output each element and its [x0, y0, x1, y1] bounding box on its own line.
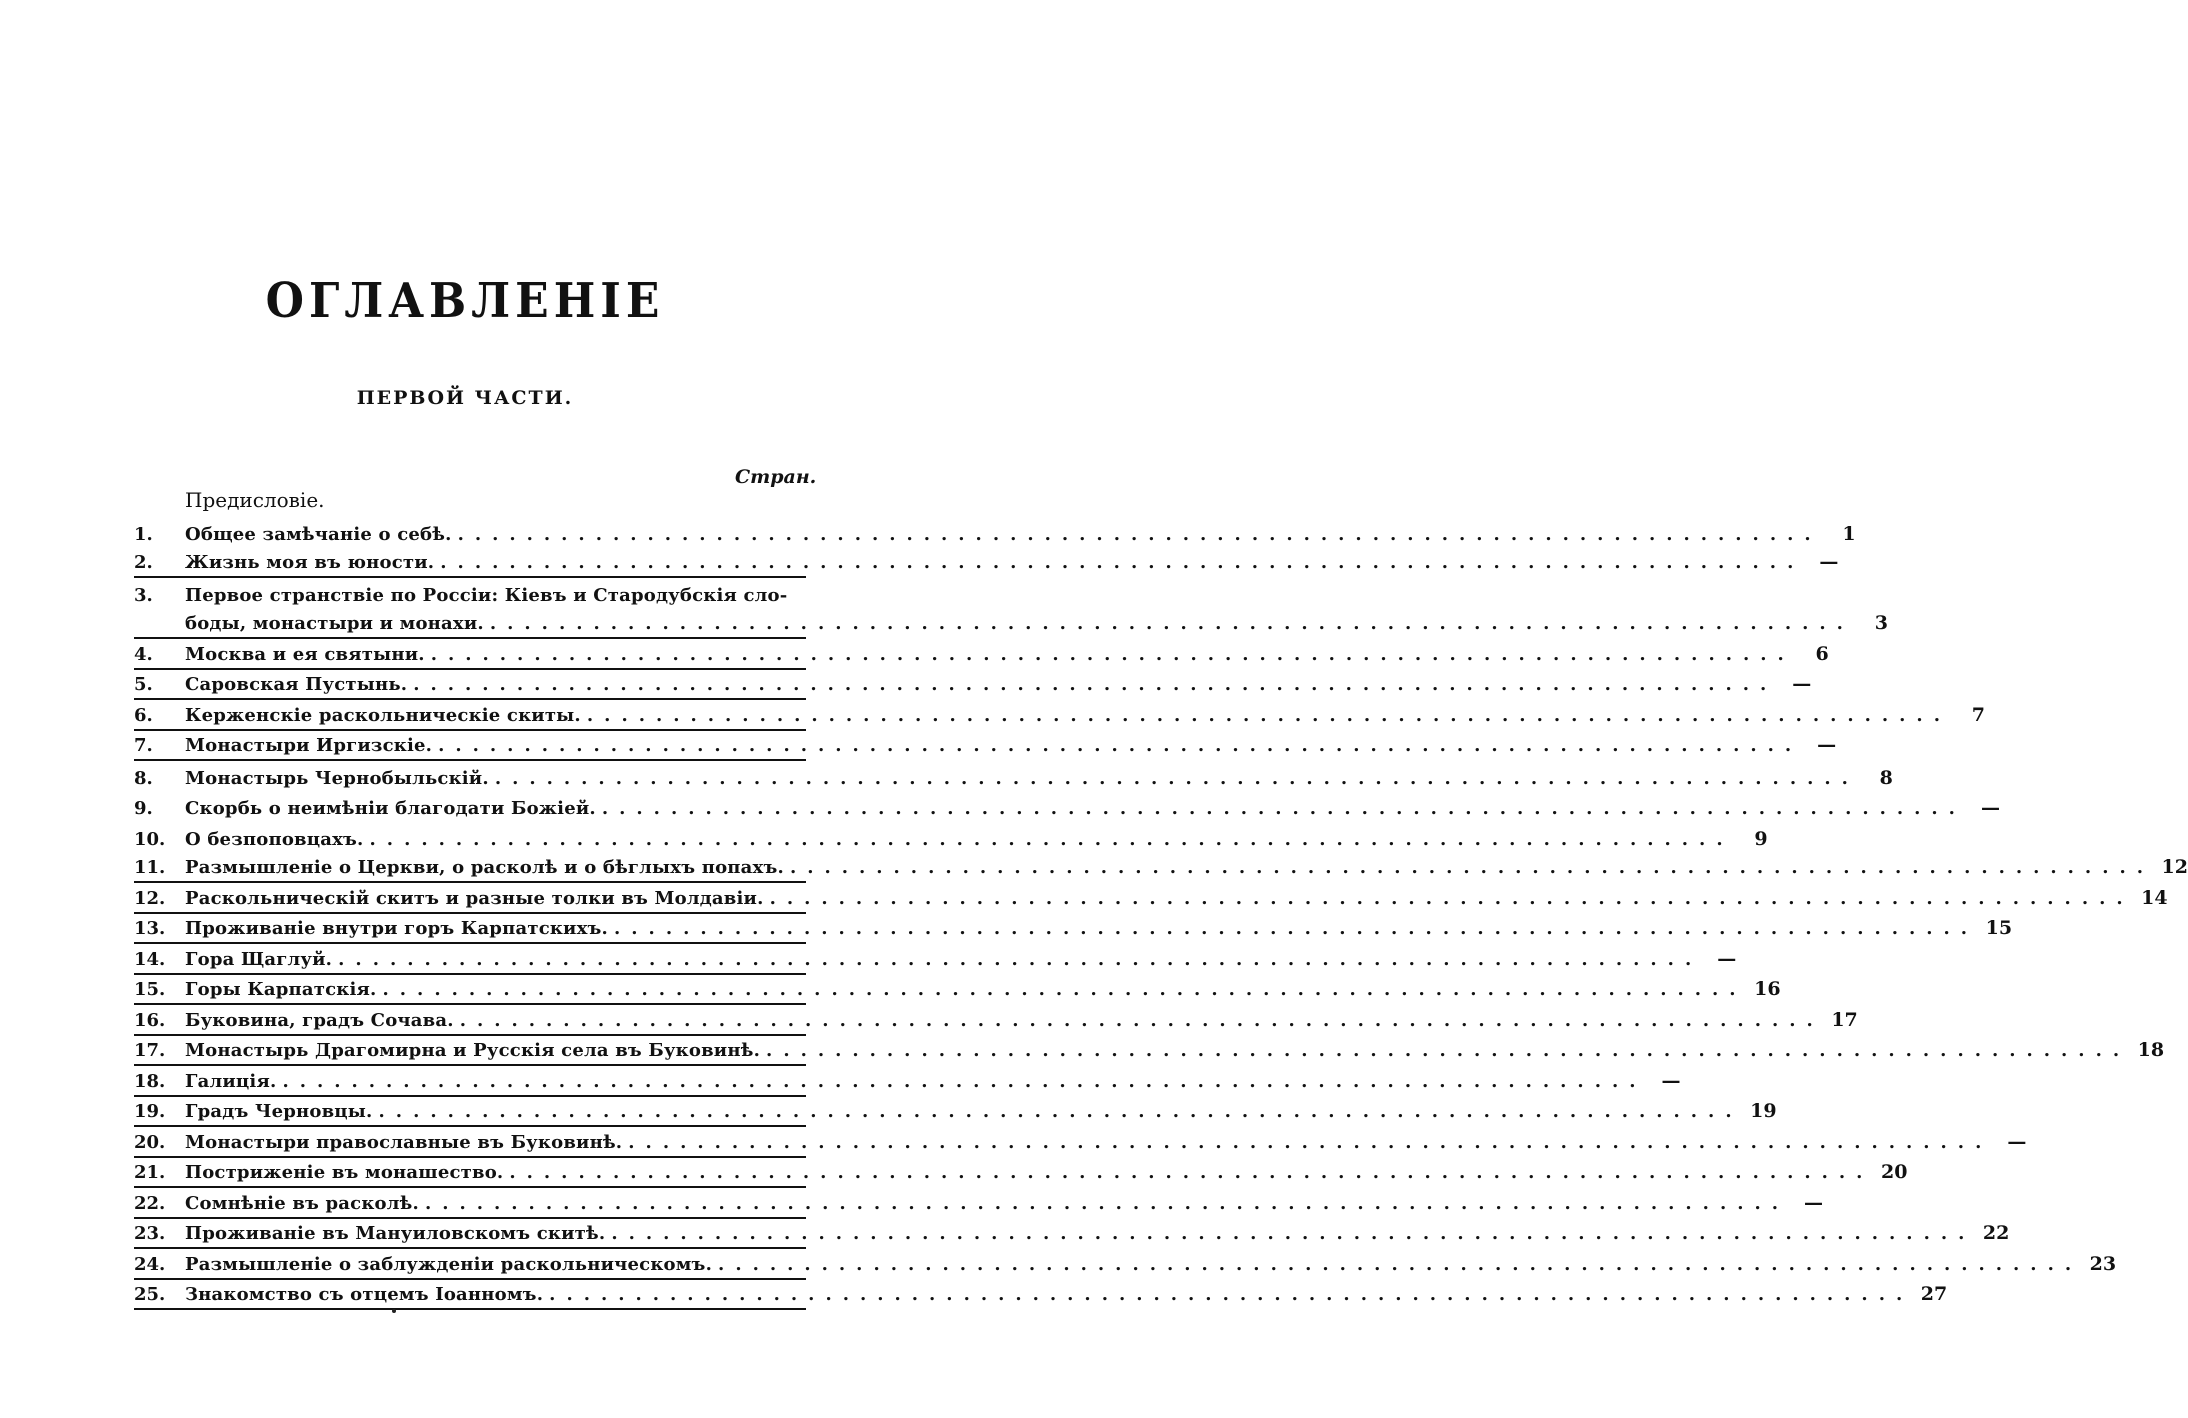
toc-entry-title: Саровская Пустынь. — [185, 674, 408, 695]
toc-entry-title-line-2: боды, монастыри и монахи. — [185, 613, 484, 634]
toc-entry-page: 22 — [1982, 1222, 2010, 1244]
dot-leader — [543, 1284, 1913, 1305]
toc-entry-page: 9 — [1754, 827, 1768, 850]
toc-row-3-line-2 — [134, 609, 1888, 640]
dot-leader — [764, 888, 2134, 909]
toc-entry-page: 12 — [2161, 856, 2188, 878]
toc-row-16 — [134, 1005, 1858, 1036]
toc-entry-title: Сомнѣніе въ расколѣ. — [185, 1192, 419, 1214]
dot-leader — [452, 524, 1822, 545]
dot-leader — [760, 1040, 2130, 1061]
dot-leader — [377, 979, 1747, 1000]
toc-row-13 — [134, 914, 2013, 945]
toc-entry-number: 4. — [134, 643, 153, 665]
dot-leader — [364, 829, 1734, 850]
toc-entry-title: Монастыри православные въ Буковинѣ. — [185, 1131, 623, 1153]
toc-row-23 — [134, 1219, 2010, 1250]
page-subtitle: ПЕРВОЙ ЧАСТИ. — [356, 387, 574, 409]
toc-row-11 — [134, 853, 2188, 884]
toc-entry-page: 20 — [1880, 1161, 1908, 1183]
toc-entry-title: Жизнь моя въ юности. — [185, 552, 435, 573]
dot-leader — [503, 1162, 1873, 1183]
toc-entry-number: 16. — [134, 1009, 166, 1031]
dot-leader — [581, 705, 1951, 726]
toc-entry-page: 15 — [1985, 917, 2013, 939]
toc-entry-number: 22. — [134, 1192, 166, 1214]
toc-entry-title: Горы Карпатскія. — [185, 979, 377, 1000]
page-column-label: Стран. — [735, 466, 817, 488]
toc-entry-title: Градъ Черновцы. — [185, 1101, 373, 1122]
toc-entry-page: — — [1980, 797, 2000, 819]
toc-entry-page: 3 — [1874, 612, 1888, 634]
toc-row-21 — [134, 1158, 1908, 1189]
toc-entry-number: 10. — [134, 828, 166, 850]
print-speck — [392, 1309, 396, 1313]
toc-row-2 — [134, 548, 1839, 579]
toc-entry-title: Буковина, градъ Сочава. — [185, 1009, 454, 1031]
toc-entry-page: 16 — [1754, 978, 1781, 1000]
dot-leader — [622, 1132, 1992, 1153]
toc-entry-number: 21. — [134, 1162, 166, 1183]
toc-entry-number: 23. — [134, 1223, 166, 1244]
toc-entry-page: 1 — [1842, 522, 1856, 545]
toc-entry-title-line-1: Первое странствіе по Россіи: Кіевъ и Стародубскія сло- — [185, 584, 788, 606]
toc-entry-title: Монастырь Чернобыльскій. — [185, 767, 489, 789]
toc-entry-title: Знакомство съ отцемъ Іоанномъ. — [185, 1284, 544, 1305]
toc-row-6 — [134, 700, 1985, 731]
toc-row-14 — [134, 944, 1737, 975]
dot-leader — [432, 735, 1802, 756]
dot-leader — [784, 857, 2154, 878]
toc-entry-title: Проживаніе въ Мануиловскомъ скитѣ. — [185, 1223, 606, 1244]
toc-row-17 — [134, 1036, 2165, 1067]
toc-entry-page: 7 — [1971, 703, 1985, 726]
toc-entry-number: 17. — [134, 1040, 166, 1061]
page-title: ОГЛАВЛЕНІЕ — [265, 273, 665, 330]
toc-row-19 — [134, 1097, 1777, 1128]
toc-entry-number: 7. — [134, 735, 153, 756]
dot-leader — [332, 949, 1702, 970]
dot-leader — [608, 918, 1978, 939]
toc-entry-page: 17 — [1831, 1008, 1858, 1031]
toc-row-5 — [134, 670, 1812, 701]
toc-row-20 — [134, 1127, 2027, 1158]
toc-entry-title: Размышленіе о заблужденіи раскольническомъ. — [185, 1253, 713, 1275]
toc-entry-page: 14 — [2141, 886, 2168, 909]
toc-row-8 — [134, 761, 1893, 792]
dot-leader — [434, 552, 1804, 573]
dot-leader — [407, 674, 1777, 695]
toc-entry-title: Общее замѣчаніе о себѣ. — [185, 523, 452, 545]
toc-entry-number: 14. — [134, 948, 166, 970]
toc-entry-page: — — [1819, 551, 1839, 573]
preface-entry: Предисловіе. — [185, 488, 325, 512]
toc-entry-page: 23 — [2089, 1252, 2117, 1275]
toc-entry-page: — — [1717, 947, 1737, 970]
toc-entry-page: — — [1792, 673, 1812, 695]
toc-entry-page: 6 — [1815, 642, 1829, 665]
toc-row-25 — [134, 1280, 1948, 1311]
toc-row-24 — [134, 1249, 2117, 1280]
toc-row-9 — [134, 792, 2000, 823]
dot-leader — [484, 613, 1854, 634]
toc-entry-number: 13. — [134, 918, 166, 939]
toc-entry-number: 5. — [134, 674, 153, 695]
toc-entry-title: Галиція. — [185, 1070, 277, 1092]
dot-leader — [712, 1254, 2082, 1275]
toc-entry-page: — — [1817, 734, 1837, 756]
toc-entry-title: Скорбь о неимѣніи благодати Божіей. — [185, 798, 596, 819]
toc-entry-title: Проживаніе внутри горъ Карпатскихъ. — [185, 918, 609, 939]
toc-entry-number: 2. — [134, 552, 153, 573]
toc-entry-title: Москва и ея святыни. — [185, 643, 425, 665]
toc-row-18 — [134, 1066, 1681, 1097]
toc-entry-number: 18. — [134, 1070, 166, 1092]
toc-entry-title: Раскольническій скитъ и разные толки въ Молдавіи. — [185, 887, 764, 909]
dot-leader — [454, 1010, 1824, 1031]
toc-entry-page: 18 — [2137, 1039, 2165, 1061]
toc-entry-number: 3. — [134, 584, 153, 606]
toc-entry-number: 9. — [134, 798, 153, 819]
toc-row-4 — [134, 639, 1829, 670]
toc-entry-number: 1. — [134, 523, 153, 545]
toc-entry-title: Керженскіе раскольническіе скиты. — [185, 704, 581, 726]
toc-entry-title: Размышленіе о Церкви, о расколѣ и о бѣглыхъ попахъ. — [185, 857, 784, 878]
toc-entry-number: 20. — [134, 1131, 166, 1153]
toc-entry-title: О безпоповцахъ. — [185, 828, 364, 850]
toc-entry-page: 27 — [1920, 1283, 1948, 1305]
toc-row-3-line-1 — [134, 578, 806, 609]
toc-row-15 — [134, 975, 1781, 1006]
toc-entry-number: 15. — [134, 979, 166, 1000]
dot-leader — [425, 644, 1795, 665]
toc-entry-page: 19 — [1750, 1100, 1777, 1122]
toc-entry-title: Монастырь Драгомирна и Русскія села въ Буковинѣ. — [185, 1040, 761, 1061]
dot-leader — [605, 1223, 1975, 1244]
toc-entry-number: 25. — [134, 1284, 166, 1305]
toc-entry-number: 11. — [134, 857, 166, 878]
dot-leader — [596, 798, 1966, 819]
toc-entry-page: — — [2007, 1130, 2027, 1153]
toc-row-22 — [134, 1188, 1824, 1219]
toc-row-7 — [134, 731, 1837, 762]
toc-entry-title: Гора Щаглуй. — [185, 948, 333, 970]
toc-entry-number: 19. — [134, 1101, 166, 1122]
toc-entry-page: 8 — [1879, 766, 1893, 789]
toc-entry-page: — — [1804, 1191, 1824, 1214]
toc-entry-page: — — [1661, 1069, 1681, 1092]
toc-entry-number: 6. — [134, 704, 153, 726]
dot-leader — [276, 1071, 1646, 1092]
toc-entry-number: 8. — [134, 767, 153, 789]
dot-leader — [419, 1193, 1789, 1214]
toc-entry-number: 12. — [134, 887, 166, 909]
toc-entry-title: Монастыри Иргизскіе. — [185, 735, 433, 756]
toc-row-10 — [134, 822, 1768, 853]
toc-row-1 — [134, 517, 1856, 548]
dot-leader — [373, 1101, 1743, 1122]
toc-entry-number: 24. — [134, 1253, 166, 1275]
toc-entry-title: Постриженіе въ монашество. — [185, 1162, 504, 1183]
dot-leader — [489, 768, 1859, 789]
toc-row-12 — [134, 883, 2168, 914]
table-of-contents — [134, 517, 2188, 1310]
